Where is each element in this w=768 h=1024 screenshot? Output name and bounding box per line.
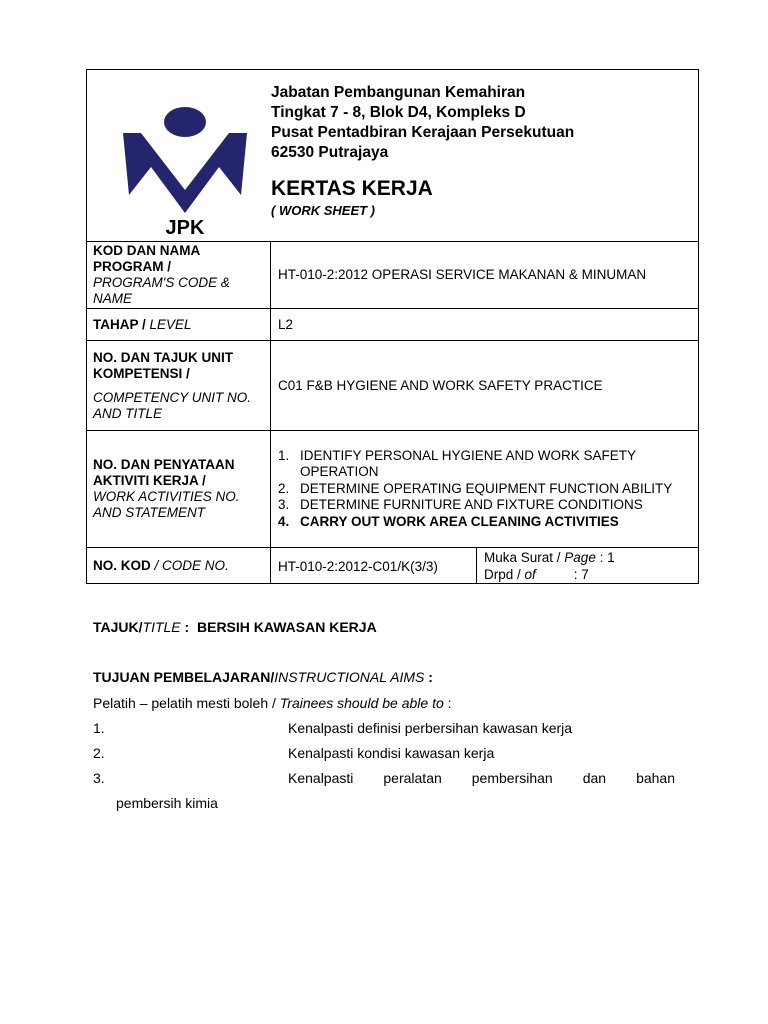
activities-list [278, 448, 698, 531]
address-line-1: Jabatan Pembangunan Kemahiran [271, 84, 526, 101]
program-row [87, 241, 698, 309]
program-label-italic: PROGRAM'S CODE & NAME [93, 274, 230, 306]
jpk-logo-icon [121, 105, 249, 237]
code-row [87, 548, 698, 584]
aims-intro: Pelatih – pelatih mesti boleh / Trainees should be able to : [93, 695, 452, 711]
code-label-bold: NO. KOD [93, 558, 151, 573]
header-block [87, 70, 698, 242]
level-label [87, 309, 271, 340]
activity-item: 3. DETERMINE FURNITURE AND FIXTURE CONDITIONS [278, 497, 643, 513]
aims-heading: TUJUAN PEMBELAJARAN/INSTRUCTIONAL AIMS : [93, 669, 433, 685]
activity-item: 2. DETERMINE OPERATING EQUIPMENT FUNCTION ABILITY [278, 480, 673, 496]
page-total: Drpd / of : 7 [484, 567, 589, 582]
worksheet-title: TAJUK/TITLE : BERSIH KAWASAN KERJA [93, 619, 377, 635]
activities-label-bold: NO. DAN PENYATAAN AKTIVITI KERJA / [93, 457, 235, 488]
logo-text: JPK [165, 217, 205, 237]
activity-item-current: 4. CARRY OUT WORK AREA CLEANING ACTIVITIES [278, 513, 619, 529]
program-value: HT-010-2:2012 OPERASI SERVICE MAKANAN & MINUMAN [278, 266, 647, 282]
competency-label [87, 341, 271, 430]
level-value: L2 [278, 316, 294, 332]
code-label: NO. KOD / CODE NO. [87, 548, 271, 584]
activities-value [271, 431, 698, 547]
activities-label-italic: WORK ACTIVITIES NO. AND STATEMENT [93, 489, 240, 520]
aim-item-continued: pembersih kimia [116, 795, 218, 811]
level-label-bold: TAHAP / [93, 317, 146, 332]
document-subtitle: ( WORK SHEET ) [271, 203, 375, 218]
competency-label-italic: COMPETENCY UNIT NO. AND TITLE [93, 389, 252, 421]
page-number: Muka Surat / Page : 1 [484, 550, 615, 565]
address-line-4: 62530 Putrajaya [271, 144, 389, 161]
code-value: HT-010-2:2012-C01/K(3/3) [271, 548, 477, 584]
worksheet-header-table [86, 69, 699, 584]
worksheet-title-value: BERSIH KAWASAN KERJA [197, 619, 377, 635]
activities-row [87, 431, 698, 548]
activities-label [87, 431, 271, 547]
address-line-2: Tingkat 7 - 8, Blok D4, Kompleks D [271, 104, 526, 121]
level-label-italic: LEVEL [149, 317, 192, 332]
program-label [87, 241, 271, 308]
page-info [477, 548, 698, 584]
competency-value: C01 F&B HYGIENE AND WORK SAFETY PRACTICE [278, 377, 603, 393]
document-title: KERTAS KERJA [271, 177, 433, 200]
competency-label-bold: NO. DAN TAJUK UNIT KOMPETENSI / [93, 349, 233, 381]
activity-item: 1. IDENTIFY PERSONAL HYGIENE AND WORK SAFETY OPERATION [278, 447, 636, 480]
address-line-3: Pusat Pentadbiran Kerajaan Persekutuan [271, 124, 575, 141]
aim-item: 2. Kenalpasti kondisi kawasan kerja [93, 745, 495, 761]
address-block [271, 83, 574, 163]
aim-item: 3. Kenalpasti peralatan pembersihan dan bahan [93, 770, 675, 786]
level-row [87, 309, 698, 341]
code-label-italic: CODE NO. [162, 558, 229, 573]
competency-row [87, 341, 698, 431]
program-label-bold: KOD DAN NAMA PROGRAM / [93, 242, 200, 274]
aim-item: 1. Kenalpasti definisi perbersihan kawasan kerja [93, 720, 573, 736]
